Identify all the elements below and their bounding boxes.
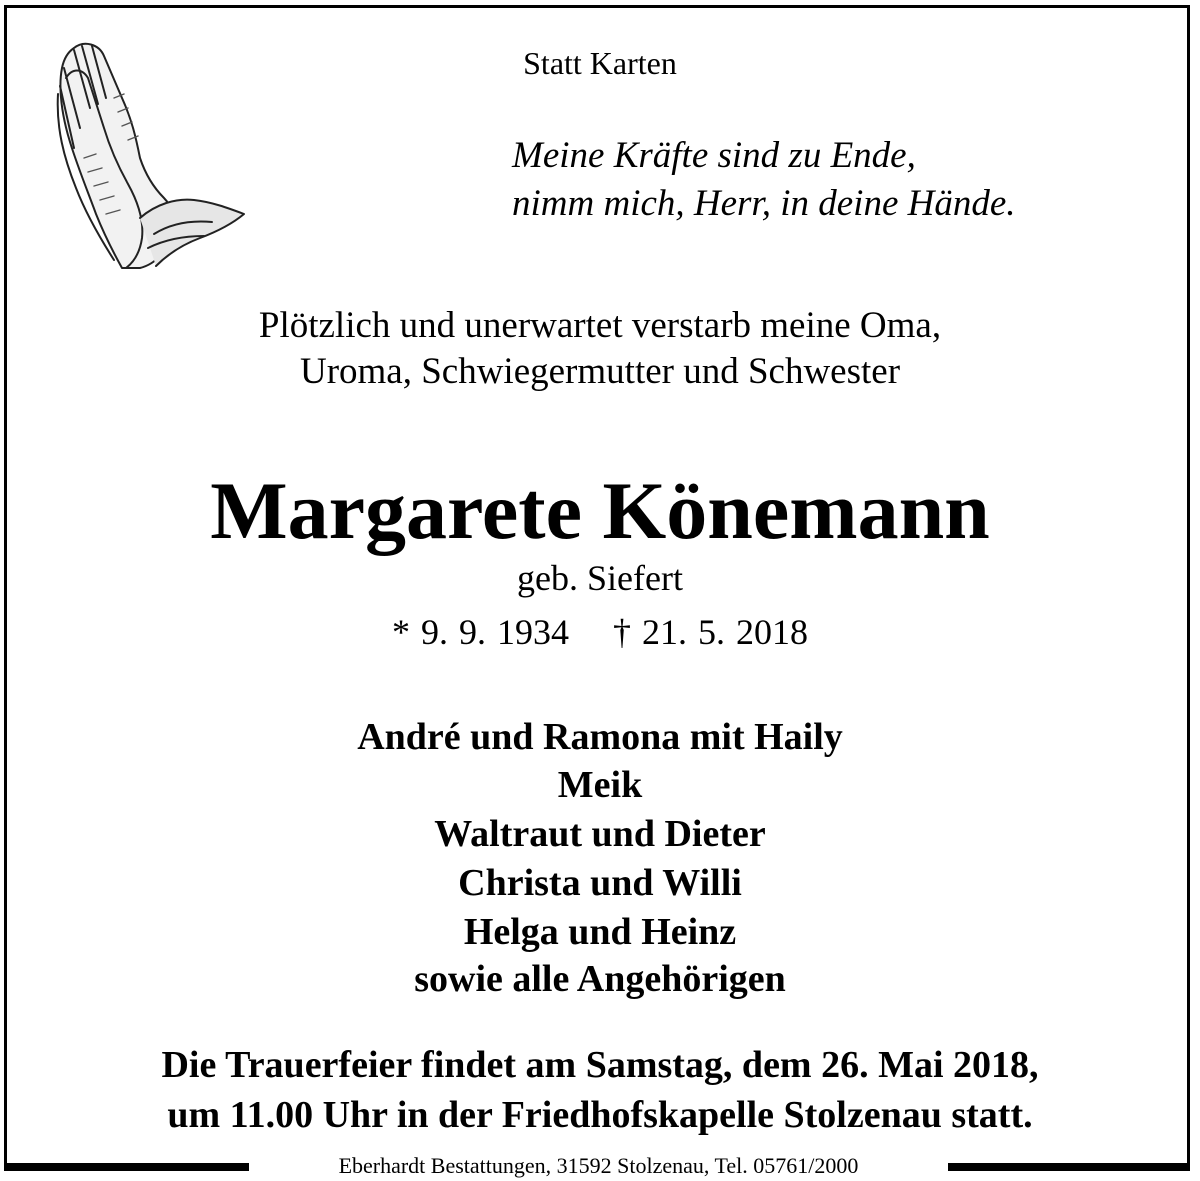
maiden-name: geb. Siefert [517, 558, 683, 598]
header-title: Statt Karten [523, 45, 677, 81]
birth-date: * 9. 9. 1934 [392, 612, 569, 652]
intro-line-2: Uroma, Schwiegermutter und Schwester [299, 351, 901, 392]
mourner-line: sowie alle Angehörigen [414, 958, 786, 1000]
intro-line-1: Plötzlich und unerwartet verstarb meine Oma, [258, 305, 942, 346]
praying-hands-icon [44, 38, 249, 270]
life-dates [0, 614, 1200, 650]
bottom-rule-left [4, 1163, 249, 1171]
mourner-line: André und Ramona mit Haily [357, 716, 843, 758]
service-line-2: um 11.00 Uhr in der Friedhofskapelle Stolzenau statt. [167, 1094, 1033, 1136]
motto-line-1: Meine Kräfte sind zu Ende, [512, 135, 916, 176]
mourner-line: Helga und Heinz [463, 911, 737, 953]
deceased-name: Margarete Könemann [210, 465, 990, 556]
motto-line-2: nimm mich, Herr, in deine Hände. [512, 183, 1016, 224]
service-line-1: Die Trauerfeier findet am Samstag, dem 26. Mai 2018, [161, 1044, 1039, 1086]
mourner-line: Waltraut und Dieter [434, 813, 766, 855]
death-date: † 21. 5. 2018 [613, 612, 808, 652]
mourner-line: Meik [557, 764, 643, 806]
bottom-rule-right [948, 1163, 1190, 1171]
funeral-home-footer: Eberhardt Bestattungen, 31592 Stolzenau, Tel. 05761/2000 [249, 1152, 948, 1180]
mourner-line: Christa und Willi [458, 862, 742, 904]
